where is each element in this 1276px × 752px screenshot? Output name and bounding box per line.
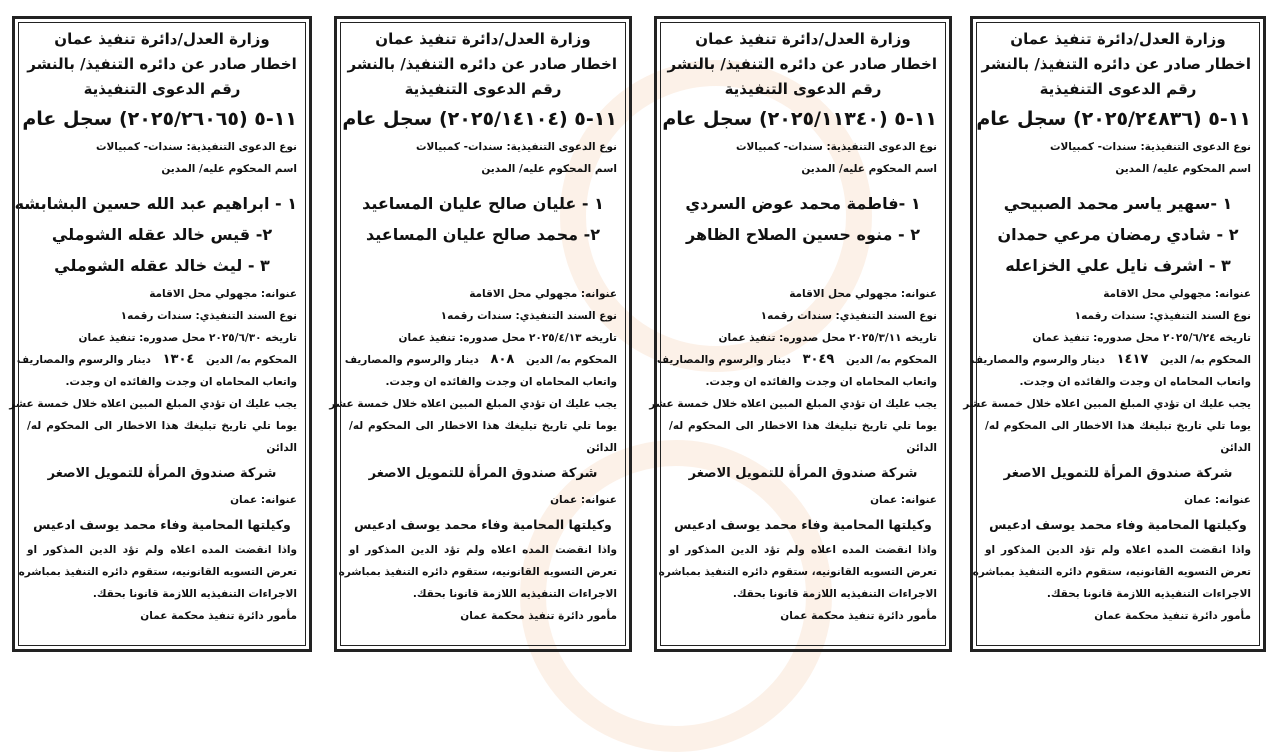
- fees-text: واتعاب المحاماه ان وجدت والفائده ان وجدت.: [705, 376, 937, 388]
- date-label: تاريخه: [585, 332, 617, 344]
- creditor-company: شركة صندوق المرأة للتمويل الاصغر: [688, 466, 918, 481]
- date-label: تاريخه: [265, 332, 297, 344]
- amount-label: المحكوم به/ الدين: [206, 354, 297, 366]
- instrument-date: [349, 327, 617, 349]
- execution-notice: [329, 16, 632, 652]
- debtor-name: ١ -سهير ياسر محمد الصبيحي: [1003, 194, 1233, 213]
- amount-label: المحكوم به/ الدين: [1160, 354, 1251, 366]
- creditor-label: الدائن: [1220, 442, 1251, 454]
- debtor-label: اسم المحكوم عليه/ المدين: [161, 163, 297, 175]
- debtor-address: عنوانه: مجهولي محل الاقامة: [149, 288, 297, 300]
- creditor-agent: وكيلتها المحامية وفاء محمد يوسف ادعيس: [989, 517, 1247, 532]
- issued-place: محل صدوره: تنفيذ عمان: [718, 332, 846, 344]
- case-number-value: (٢٠٢٥/١٤١٠٤): [438, 108, 568, 130]
- case-prefix: ١١-٥: [574, 108, 617, 130]
- instrument-date: [985, 327, 1251, 349]
- creditor-agent: وكيلتها المحامية وفاء محمد يوسف ادعيس: [354, 517, 612, 532]
- judgment-amount: [970, 349, 1251, 371]
- company-address: عنوانه: عمان: [1184, 494, 1251, 506]
- warning-text: تعرض التسويه القانونيه، ستقوم دائره التنفيذ بمباشره: [338, 566, 617, 578]
- warning-text: الاجراءات التنفيذيه اللازمة قانونا بحقك.: [92, 588, 297, 600]
- debtor-label: اسم المحكوم عليه/ المدين: [481, 163, 617, 175]
- instrument-type: نوع السند التنفيذي: سندات رقمه١: [120, 310, 297, 322]
- fees-text: واتعاب المحاماه ان وجدت والفائده ان وجدت.: [65, 376, 297, 388]
- creditor-company: شركة صندوق المرأة للتمويل الاصغر: [47, 466, 277, 481]
- case-label: رقم الدعوى التنفيذية: [83, 80, 241, 98]
- notice-title: وزارة العدل/دائرة تنفيذ عمان: [375, 30, 591, 48]
- amount-value: ٨٠٨: [490, 352, 515, 367]
- amount-value: ١٤١٧: [1116, 352, 1149, 367]
- debtor-name: ١ - ابراهيم عبد الله حسين البشابشه: [14, 194, 297, 213]
- notice-subtitle: اخطار صادر عن دائره التنفيذ/ بالنشر: [981, 55, 1251, 73]
- debtor-list: [985, 180, 1251, 283]
- official-signature: مأمور دائرة تنفيذ محكمة عمان: [780, 610, 937, 622]
- case-suffix: سجل عام: [976, 108, 1067, 130]
- case-type: نوع الدعوى التنفيذية: سندات- كمبيالات: [415, 141, 617, 153]
- notice-title: وزارة العدل/دائرة تنفيذ عمان: [54, 30, 270, 48]
- company-address: عنوانه: عمان: [230, 494, 297, 506]
- date-value: ٢٠٢٥/٦/٣٠: [209, 332, 262, 344]
- debtor-name: ١ -فاطمة محمد عوض السردي: [685, 194, 921, 213]
- official-signature: مأمور دائرة تنفيذ محكمة عمان: [140, 610, 297, 622]
- case-type: نوع الدعوى التنفيذية: سندات- كمبيالات: [1049, 141, 1251, 153]
- execution-notice: [9, 16, 312, 652]
- warning-text: الاجراءات التنفيذيه اللازمة قانونا بحقك.: [412, 588, 617, 600]
- notice-subtitle: اخطار صادر عن دائره التنفيذ/ بالنشر: [27, 55, 297, 73]
- fees-text: واتعاب المحاماه ان وجدت والفائده ان وجدت.: [1019, 376, 1251, 388]
- amount-suffix: دينار والرسوم والمصاريف: [344, 354, 479, 366]
- debtor-address: عنوانه: مجهولي محل الاقامة: [1103, 288, 1251, 300]
- company-address: عنوانه: عمان: [870, 494, 937, 506]
- case-number-value: (٢٠٢٥/٢٦٠٦٥): [118, 108, 248, 130]
- warning-text: الاجراءات التنفيذيه اللازمة قانونا بحقك.: [1046, 588, 1251, 600]
- warning-text: تعرض التسويه القانونيه، ستقوم دائره التنفيذ بمباشره: [18, 566, 297, 578]
- amount-value: ١٣٠٤: [162, 352, 195, 367]
- notice-title: وزارة العدل/دائرة تنفيذ عمان: [695, 30, 911, 48]
- payment-text: يجب عليك ان تؤدي المبلغ المبين اعلاه خلال خمسة عشر: [9, 398, 297, 410]
- judgment-amount: [344, 349, 617, 371]
- warning-text: واذا انقضت المده اعلاه ولم تؤد الدين المذكور او: [669, 544, 937, 556]
- warning-text: تعرض التسويه القانونيه، ستقوم دائره التنفيذ بمباشره: [972, 566, 1251, 578]
- instrument-date: [669, 327, 937, 349]
- debtor-name: ٢- قيس خالد عقله الشوملي: [51, 225, 273, 244]
- case-label: رقم الدعوى التنفيذية: [724, 80, 882, 98]
- case-number: [342, 102, 617, 136]
- debtor-list: [14, 180, 297, 283]
- case-number: [22, 102, 297, 136]
- debtor-name: ٣ - ليث خالد عقله الشوملي: [54, 256, 270, 275]
- debtor-name: ٢ - منوه حسين الصلاح الظاهر: [686, 225, 920, 244]
- debtor-label: اسم المحكوم عليه/ المدين: [801, 163, 937, 175]
- date-label: تاريخه: [1219, 332, 1251, 344]
- debtor-name: ٣ - اشرف نايل علي الخزاعله: [1005, 256, 1231, 275]
- execution-notice: [963, 16, 1266, 652]
- judgment-amount: [656, 349, 937, 371]
- creditor-company: شركة صندوق المرأة للتمويل الاصغر: [1003, 466, 1233, 481]
- case-prefix: ١١-٥: [894, 108, 937, 130]
- creditor-agent: وكيلتها المحامية وفاء محمد يوسف ادعيس: [674, 517, 932, 532]
- date-value: ٢٠٢٥/٤/١٣: [529, 332, 582, 344]
- creditor-label: الدائن: [266, 442, 297, 454]
- payment-text: يجب عليك ان تؤدي المبلغ المبين اعلاه خلال خمسة عشر: [649, 398, 937, 410]
- amount-label: المحكوم به/ الدين: [526, 354, 617, 366]
- creditor-company: شركة صندوق المرأة للتمويل الاصغر: [368, 466, 598, 481]
- payment-text: يجب عليك ان تؤدي المبلغ المبين اعلاه خلال خمسة عشر: [329, 398, 617, 410]
- debtor-list: [349, 180, 617, 283]
- official-signature: مأمور دائرة تنفيذ محكمة عمان: [1094, 610, 1251, 622]
- case-number: [976, 102, 1251, 136]
- case-suffix: سجل عام: [342, 108, 433, 130]
- date-value: ٢٠٢٥/٣/١١: [849, 332, 902, 344]
- instrument-date: [27, 327, 297, 349]
- payment-text: يوما تلي تاريخ تبليغك هذا الاخطار الى المحكوم له/: [349, 420, 617, 432]
- case-prefix: ١١-٥: [254, 108, 297, 130]
- warning-text: الاجراءات التنفيذيه اللازمة قانونا بحقك.: [732, 588, 937, 600]
- warning-text: واذا انقضت المده اعلاه ولم تؤد الدين المذكور او: [27, 544, 297, 556]
- debtor-address: عنوانه: مجهولي محل الاقامة: [789, 288, 937, 300]
- payment-text: يجب عليك ان تؤدي المبلغ المبين اعلاه خلال خمسة عشر: [963, 398, 1251, 410]
- case-number-value: (٢٠٢٥/١١٣٤٠): [758, 108, 888, 130]
- payment-text: يوما تلي تاريخ تبليغك هذا الاخطار الى المحكوم له/: [985, 420, 1251, 432]
- execution-notice: [649, 16, 952, 652]
- debtor-label: اسم المحكوم عليه/ المدين: [1115, 163, 1251, 175]
- amount-label: المحكوم به/ الدين: [846, 354, 937, 366]
- case-number: [662, 102, 937, 136]
- date-label: تاريخه: [905, 332, 937, 344]
- debtor-name: ١ - عليان صالح عليان المساعيد: [362, 194, 604, 213]
- notice-subtitle: اخطار صادر عن دائره التنفيذ/ بالنشر: [667, 55, 937, 73]
- issued-place: محل صدوره: تنفيذ عمان: [398, 332, 526, 344]
- judgment-amount: [16, 349, 297, 371]
- debtor-name: ٢- محمد صالح عليان المساعيد: [366, 225, 600, 244]
- creditor-label: الدائن: [586, 442, 617, 454]
- issued-place: محل صدوره: تنفيذ عمان: [1032, 332, 1160, 344]
- amount-suffix: دينار والرسوم والمصاريف: [16, 354, 151, 366]
- case-label: رقم الدعوى التنفيذية: [1039, 80, 1197, 98]
- case-prefix: ١١-٥: [1208, 108, 1251, 130]
- debtor-list: [669, 180, 937, 283]
- warning-text: واذا انقضت المده اعلاه ولم تؤد الدين المذكور او: [349, 544, 617, 556]
- notice-subtitle: اخطار صادر عن دائره التنفيذ/ بالنشر: [347, 55, 617, 73]
- warning-text: واذا انقضت المده اعلاه ولم تؤد الدين المذكور او: [985, 544, 1251, 556]
- date-value: ٢٠٢٥/٦/٢٤: [1163, 332, 1216, 344]
- instrument-type: نوع السند التنفيذي: سندات رقمه١: [760, 310, 937, 322]
- issued-place: محل صدوره: تنفيذ عمان: [78, 332, 206, 344]
- payment-text: يوما تلي تاريخ تبليغك هذا الاخطار الى المحكوم له/: [27, 420, 297, 432]
- warning-text: تعرض التسويه القانونيه، ستقوم دائره التنفيذ بمباشره: [658, 566, 937, 578]
- case-label: رقم الدعوى التنفيذية: [404, 80, 562, 98]
- amount-suffix: دينار والرسوم والمصاريف: [656, 354, 791, 366]
- notice-title: وزارة العدل/دائرة تنفيذ عمان: [1010, 30, 1226, 48]
- amount-suffix: دينار والرسوم والمصاريف: [970, 354, 1105, 366]
- instrument-type: نوع السند التنفيذي: سندات رقمه١: [440, 310, 617, 322]
- official-signature: مأمور دائرة تنفيذ محكمة عمان: [460, 610, 617, 622]
- debtor-name: ٢ - شادي رمضان مرعي حمدان: [997, 225, 1239, 244]
- creditor-label: الدائن: [906, 442, 937, 454]
- case-type: نوع الدعوى التنفيذية: سندات- كمبيالات: [735, 141, 937, 153]
- debtor-address: عنوانه: مجهولي محل الاقامة: [469, 288, 617, 300]
- company-address: عنوانه: عمان: [550, 494, 617, 506]
- instrument-type: نوع السند التنفيذي: سندات رقمه١: [1074, 310, 1251, 322]
- case-suffix: سجل عام: [662, 108, 753, 130]
- payment-text: يوما تلي تاريخ تبليغك هذا الاخطار الى المحكوم له/: [669, 420, 937, 432]
- case-suffix: سجل عام: [22, 108, 113, 130]
- case-type: نوع الدعوى التنفيذية: سندات- كمبيالات: [95, 141, 297, 153]
- case-number-value: (٢٠٢٥/٢٤٨٣٦): [1072, 108, 1202, 130]
- creditor-agent: وكيلتها المحامية وفاء محمد يوسف ادعيس: [33, 517, 291, 532]
- fees-text: واتعاب المحاماه ان وجدت والفائده ان وجدت.: [385, 376, 617, 388]
- amount-value: ٣٠٤٩: [802, 352, 835, 367]
